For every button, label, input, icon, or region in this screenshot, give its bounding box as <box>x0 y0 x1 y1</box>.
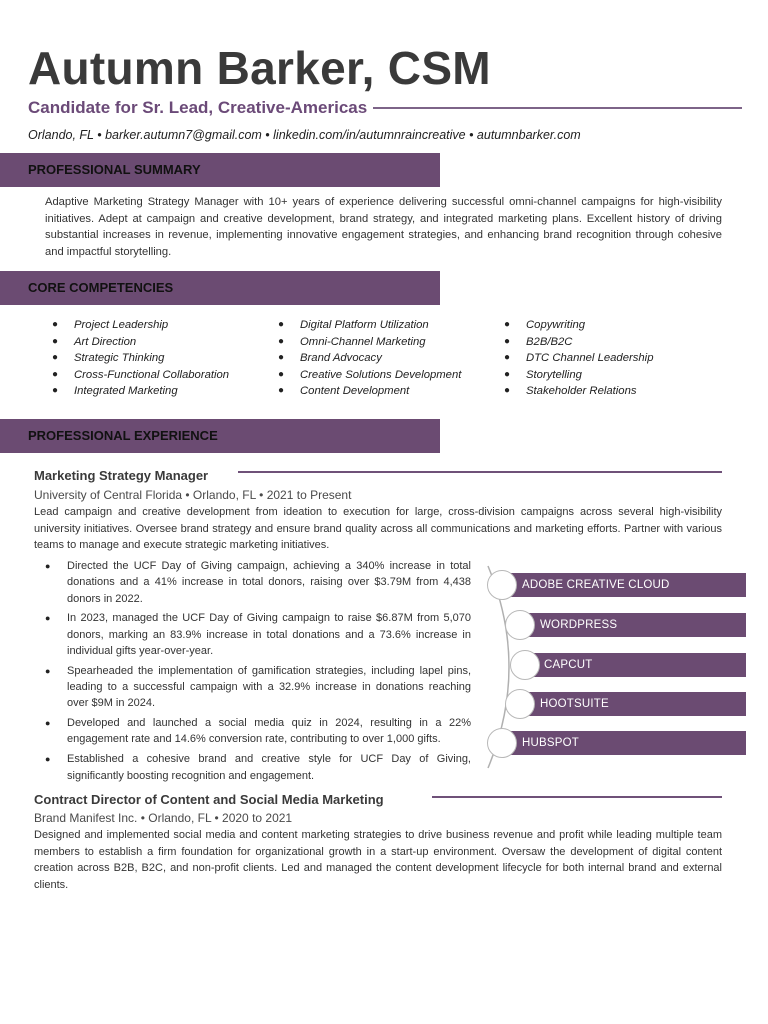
subtitle-divider <box>373 107 742 109</box>
job1-description: Lead campaign and creative development from ideation to execution for large, cross-division campaigns across several high-visibility university initiatives. Oversee brand strategy and ensure brand quality across all communications and marketing efforts. Partner with various teams to manage and execute strategic marketing initiatives. <box>34 506 722 551</box>
achievement-item: ● Directed the UCF Day of Giving campaign, achieving a 340% increase in total donations and a 41% increase in total donors, raising over $3.79M from 4,438 donors in 2022. <box>45 558 471 607</box>
job2-title: Contract Director of Content and Social Media Marketing <box>34 792 384 807</box>
summary-text: Adaptive Marketing Strategy Manager with 10+ years of experience delivering successful omni-channel campaigns for high-visibility initiatives. Adept at campaign and creative development, brand strategy, and integrated marketing plans. Excellent history of driving substantial increases in revenue, implementing innovative engagement strategies, and enhancing brand recognition through cohesive and impactful storytelling. <box>45 196 722 258</box>
competency-item: ● DTC Channel Leadership <box>504 350 653 367</box>
job1-org: University of Central Florida • Orlando, FL • 2021 to Present <box>34 488 352 502</box>
competency-item: ● Project Leadership <box>52 317 229 334</box>
competency-item: ● Content Development <box>278 383 461 400</box>
tools-graphic <box>484 562 734 772</box>
achievement-item: ● Spearheaded the implementation of gamification strategies, including lapel pins, leading to a successful campaign with a 32.9% increase in donations reaching over $9M in 2024. <box>45 663 471 712</box>
job1-divider <box>238 471 722 473</box>
summary-heading: PROFESSIONAL SUMMARY <box>0 153 440 187</box>
tool-bullet-icon <box>487 570 517 600</box>
tool-adobe-creative-cloud: ADOBE CREATIVE CLOUD <box>506 573 746 597</box>
job1-title-row <box>34 468 208 483</box>
competencies-column-2 <box>278 317 461 400</box>
competency-item: ● Omni-Channel Marketing <box>278 334 461 351</box>
job1-title: Marketing Strategy Manager <box>34 468 209 483</box>
job2-title-row <box>34 792 384 807</box>
candidate-subtitle: Candidate for Sr. Lead, Creative-Americas <box>28 98 368 117</box>
competencies-heading: CORE COMPETENCIES <box>0 271 440 305</box>
tool-bullet-icon <box>487 728 517 758</box>
achievement-item: ● In 2023, managed the UCF Day of Giving campaign to raise $6.87M from 5,070 donors, marking an 83.9% increase in total donations and a 73.6% increase in individual gifts year-over-year. <box>45 610 471 659</box>
competency-item: ● Strategic Thinking <box>52 350 229 367</box>
competency-item: ● Digital Platform Utilization <box>278 317 461 334</box>
achievement-item: ● Developed and launched a social media quiz in 2024, resulting in a 22% engagement rate and 14.6% conversion rate, contributing to over 1,000 gifts. <box>45 715 471 748</box>
tool-hootsuite: HOOTSUITE <box>524 692 746 716</box>
competency-item: ● Art Direction <box>52 334 229 351</box>
tool-bullet-icon <box>505 610 535 640</box>
job2-description: Designed and implemented social media and content marketing strategies to drive business revenue and profit while leading multiple team members to establish a firm foundation for organizational growth in a start-up environment. Oversaw the development of digital content creation across B2B, B2C, and non-profit clients. Led and managed the content development lifecycle for both internal brand and external clients. <box>34 829 722 891</box>
tool-hubspot: HUBSPOT <box>506 731 746 755</box>
tool-capcut: CAPCUT <box>528 653 746 677</box>
experience-heading: PROFESSIONAL EXPERIENCE <box>0 419 440 453</box>
competencies-column-3 <box>504 317 653 400</box>
competency-item: ● Copywriting <box>504 317 653 334</box>
competency-item: ● Storytelling <box>504 367 653 384</box>
contact-line: Orlando, FL • barker.autumn7@gmail.com • linkedin.com/in/autumnraincreative • autumnbarker.com <box>28 128 581 142</box>
tool-bullet-icon <box>510 650 540 680</box>
competency-item: ● B2B/B2C <box>504 334 653 351</box>
candidate-name: Autumn Barker, CSM <box>28 42 491 94</box>
subtitle-row <box>28 96 742 120</box>
competency-item: ● Stakeholder Relations <box>504 383 653 400</box>
job1-achievements <box>45 558 471 787</box>
job2-org: Brand Manifest Inc. • Orlando, FL • 2020 to 2021 <box>34 811 293 825</box>
tool-bullet-icon <box>505 689 535 719</box>
competency-item: ● Cross-Functional Collaboration <box>52 367 229 384</box>
competency-item: ● Brand Advocacy <box>278 350 461 367</box>
achievement-item: ● Established a cohesive brand and creative style for UCF Day of Giving, significantly boosting recognition and engagement. <box>45 751 471 784</box>
competencies-column-1 <box>52 317 229 400</box>
competency-item: ● Integrated Marketing <box>52 383 229 400</box>
job2-divider <box>432 796 722 798</box>
competency-item: ● Creative Solutions Development <box>278 367 461 384</box>
tool-wordpress: WORDPRESS <box>524 613 746 637</box>
